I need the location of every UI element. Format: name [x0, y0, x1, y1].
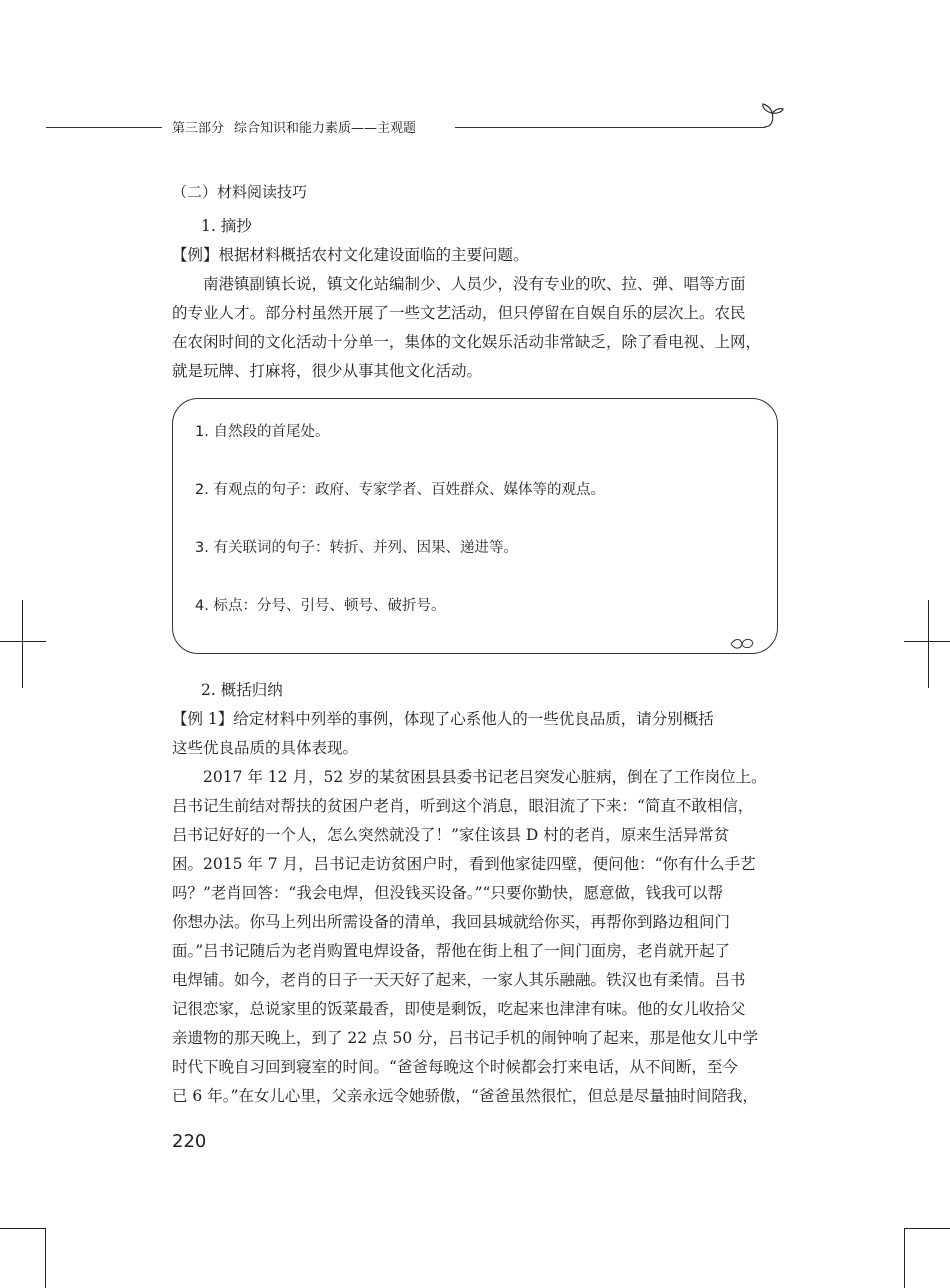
header-part: 第三部分 [172, 121, 225, 136]
crop-mark-bottom-left-v [45, 1228, 46, 1288]
header-title: 综合知识和能力素质——主观题 [234, 121, 417, 136]
passage-line: 时代下晚自习回到寝室的时间。“爸爸每晚这个时候都会打来电话，从不间断，至今 [172, 1058, 738, 1076]
passage-line: 吕书记好好的一个人，怎么突然就没了！”家住该县 D 村的老肖，原来生活异常贫 [172, 826, 730, 844]
passage-line: 的专业人才。部分村虽然开展了一些文艺活动，但只停留在自娱自乐的层次上。农民 [172, 304, 746, 322]
page-number: 220 [172, 1131, 207, 1152]
passage-line: 面。”吕书记随后为老肖购置电焊设备，帮他在街上租了一间门面房，老肖就开起了 [172, 942, 731, 960]
example2-passage [172, 763, 780, 1111]
passage-line: 困。2015 年 7 月，吕书记走访贫困户时，看到他家徒四壁，便问他：“你有什么手艺 [172, 855, 756, 873]
sprout-icon [752, 102, 786, 132]
passage-line: 南港镇副镇长说，镇文化站编制少、人员少，没有专业的吹、拉、弹、唱等方面 [203, 275, 746, 293]
crop-mark-left-v [22, 600, 23, 688]
section-title: （二）材料阅读技巧 [172, 183, 308, 201]
subsection-title-summarize: 2. 概括归纳 [201, 681, 283, 699]
tip-item: 3. 有关联词的句子：转折、并列、因果、递进等。 [195, 540, 518, 556]
header-rule-right [455, 127, 765, 128]
prompt-line: 这些优良品质的具体表现。 [172, 739, 359, 757]
passage-line: 你想办法。你马上列出所需设备的清单，我回县城就给你买，再帮你到路边租间门 [172, 913, 731, 931]
subsection-title-excerpt: 1. 摘抄 [201, 217, 252, 235]
example2-prompt [172, 705, 780, 763]
passage-line: 吗？”老肖回答：“我会电焊，但没钱买设备。”“只要你勤快，愿意做，钱我可以帮 [172, 884, 723, 902]
crop-mark-left-h [0, 641, 46, 642]
tip-item: 2. 有观点的句子：政府、专家学者、百姓群众、媒体等的观点。 [195, 482, 605, 498]
passage-line: 亲遗物的那天晚上，到了 22 点 50 分，吕书记手机的闹钟响了起来，那是他女儿中学 [172, 1029, 759, 1047]
passage-line: 记很恋家，总说家里的饭菜最香，即使是剩饭，吃起来也津津有味。他的女儿收拾父 [172, 1000, 746, 1018]
passage-line: 吕书记生前结对帮扶的贫困户老肖，听到这个消息，眼泪流了下来：“简直不敢相信， [172, 797, 754, 815]
passage-line: 2017 年 12 月，52 岁的某贫困县县委书记老吕突发心脏病，倒在了工作岗位上。 [203, 768, 767, 786]
passage-line: 电焊铺。如今，老肖的日子一天天好了起来，一家人其乐融融。铁汉也有柔情。吕书 [172, 971, 746, 989]
crop-mark-bottom-left-h [0, 1228, 46, 1229]
prompt-line: 【例 1】给定材料中列举的事例，体现了心系他人的一些优良品质，请分别概括 [172, 710, 714, 728]
tip-item: 1. 自然段的首尾处。 [195, 424, 330, 440]
tip-item: 4. 标点：分号、引号、顿号、破折号。 [195, 598, 446, 614]
crop-mark-right-v [928, 600, 929, 688]
crop-mark-bottom-right-h [904, 1228, 950, 1229]
running-header [172, 117, 426, 136]
tips-box [172, 398, 778, 654]
header-rule-left [46, 127, 162, 128]
crop-mark-bottom-right-v [904, 1228, 905, 1288]
example1-passage [172, 270, 780, 386]
passage-line: 已 6 年。”在女儿心里，父亲永远令她骄傲，“爸爸虽然很忙，但总是尽量抽时间陪我， [172, 1087, 758, 1105]
crop-mark-right-h [904, 641, 950, 642]
leaf-ornament-icon [729, 637, 755, 651]
passage-line: 就是玩牌、打麻将，很少从事其他文化活动。 [172, 362, 483, 380]
example1-prompt: 【例】根据材料概括农村文化建设面临的主要问题。 [172, 246, 529, 264]
passage-line: 在农闲时间的文化活动十分单一，集体的文化娱乐活动非常缺乏，除了看电视、上网， [172, 333, 762, 351]
